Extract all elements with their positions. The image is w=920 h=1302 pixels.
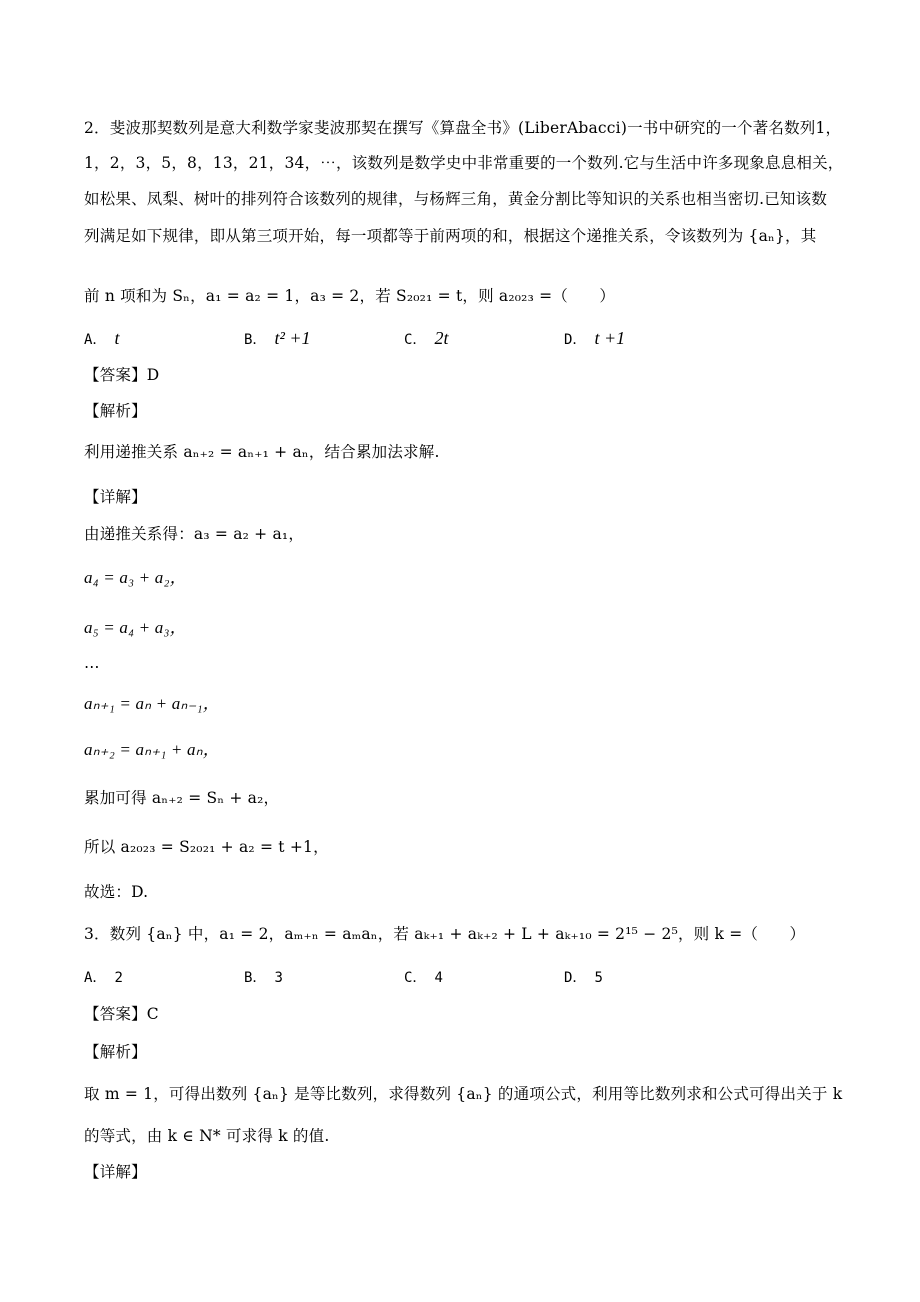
choice-value: t +1 (594, 328, 626, 348)
step-conclusion: 故选：D. (84, 883, 149, 901)
step-line: 累加可得 aₙ₊₂ = Sₙ + a₂， (84, 789, 280, 807)
choice-letter: D． (564, 970, 587, 986)
problem3-choices (84, 965, 844, 989)
problem2-line-3: 如松果、凤梨、树叶的排列符合该数列的规律，与杨辉三角，黄金分割比等知识的关系也相当密切.已知该数 (84, 190, 828, 208)
problem3-analysis-title: 【解析】 (84, 1043, 147, 1061)
step-line: a₄ = a₃ + a₂， (84, 568, 187, 587)
problem2-line-2: 1，2，3，5，8，13，21，34，⋯，该数列是数学史中非常重要的一个数列.它与生活中许多现象息息相关， (84, 154, 844, 172)
choice-value: 3 (274, 970, 283, 986)
choice-letter: A． (84, 332, 107, 348)
problem2-analysis-title: 【解析】 (84, 402, 147, 420)
problem2-line-1: 2．斐波那契数列是意大利数学家斐波那契在撰写《算盘全书》(LiberAbacci)一书中研究的一个著名数列1， (84, 119, 842, 137)
choice-value: t² +1 (274, 328, 311, 348)
problem2-choices (84, 326, 844, 350)
problem3-analysis-line-1: 取 m = 1，可得出数列 {aₙ} 是等比数列，求得数列 {aₙ} 的通项公式，利用等比数列求和公式可得出关于 k (84, 1085, 843, 1103)
step-line: a₅ = a₄ + a₃， (84, 618, 187, 637)
choice-letter: C． (404, 970, 427, 986)
choice-letter: B． (244, 332, 267, 348)
choice-a (84, 965, 131, 990)
problem3-analysis-line-2: 的等式，由 k ∈ N* 可求得 k 的值. (84, 1127, 330, 1145)
choice-c (404, 965, 451, 990)
choice-letter: B． (244, 970, 267, 986)
choice-value: 4 (434, 970, 443, 986)
problem3-stem: 3．数列 {aₙ} 中，a₁ = 2，aₘ₊ₙ = aₘaₙ，若 aₖ₊₁ + aₖ₊₂ + L + aₖ₊₁₀ = 2¹⁵ − 2⁵，则 k =（ ） (84, 925, 806, 943)
problem2-detail-title: 【详解】 (84, 488, 147, 506)
problem2-analysis: 利用递推关系 aₙ₊₂ = aₙ₊₁ + aₙ，结合累加法求解. (84, 443, 440, 461)
problem3-detail-title: 【详解】 (84, 1163, 147, 1181)
choice-a (84, 326, 119, 352)
choice-letter: D． (564, 332, 587, 348)
choice-letter: C． (404, 332, 427, 348)
problem2-line-4: 列满足如下规律，即从第三项开始，每一项都等于前两项的和，根据这个递推关系，令该数列为 {aₙ}，其 (84, 227, 817, 245)
choice-value: t (114, 328, 120, 348)
choice-c (404, 326, 448, 352)
choice-b (244, 965, 291, 990)
choice-value: 5 (594, 970, 603, 986)
choice-value: 2t (434, 328, 449, 348)
problem2-line-5: 前 n 项和为 Sₙ，a₁ = a₂ = 1，a₃ = 2，若 S₂₀₂₁ = t，则 a₂₀₂₃ =（ ） (84, 287, 616, 305)
problem3-answer: 【答案】C (84, 1005, 159, 1023)
choice-d (564, 326, 625, 352)
step-line: aₙ₊₁ = aₙ + aₙ₋₁， (84, 694, 220, 713)
step-line: 所以 a₂₀₂₃ = S₂₀₂₁ + a₂ = t +1， (84, 838, 329, 856)
step-line: 由递推关系得：a₃ = a₂ + a₁， (84, 525, 305, 543)
choice-letter: A． (84, 970, 107, 986)
step-line: aₙ₊₂ = aₙ₊₁ + aₙ， (84, 740, 220, 759)
step-ellipsis: ⋯ (84, 658, 100, 676)
choice-d (564, 965, 611, 990)
choice-value: 2 (114, 970, 123, 986)
choice-b (244, 326, 310, 352)
problem2-answer: 【答案】D (84, 366, 160, 384)
